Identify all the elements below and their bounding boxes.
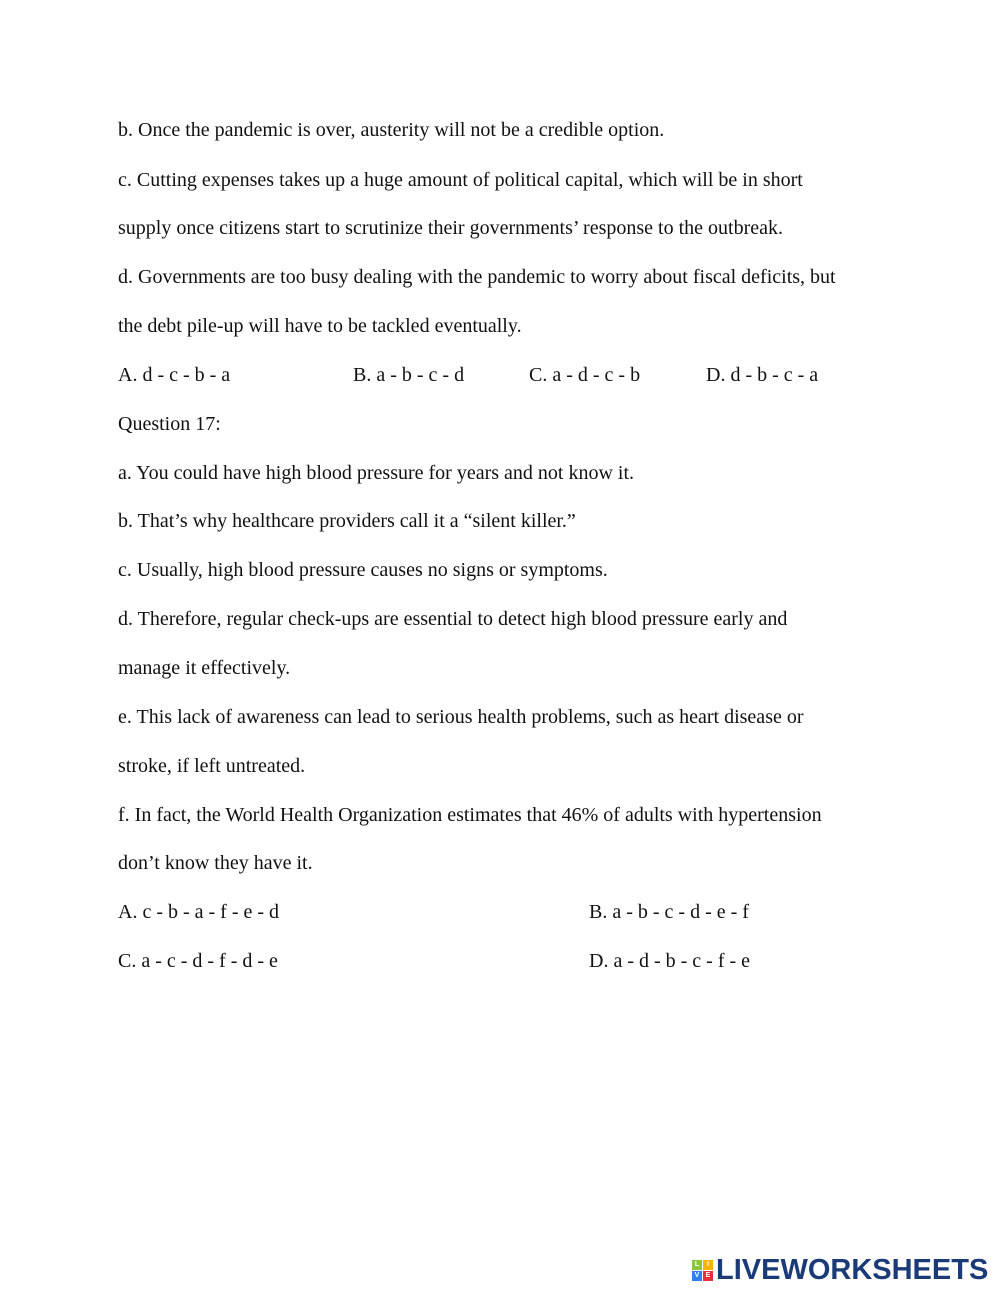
- q16-option-d[interactable]: D. d - b - c - a: [706, 364, 819, 386]
- tile-l: L: [692, 1260, 702, 1270]
- q17-item-e-cont: stroke, if left untreated.: [118, 755, 306, 777]
- q17-title: Question 17:: [118, 413, 221, 435]
- q16-item-d-cont: the debt pile-up will have to be tackled eventually.: [118, 315, 522, 337]
- q16-item-c: c. Cutting expenses takes up a huge amount of political capital, which will be in short: [118, 169, 803, 191]
- liveworksheets-logo: [692, 1254, 988, 1287]
- q17-item-d-cont: manage it effectively.: [118, 657, 291, 679]
- q17-item-b: b. That’s why healthcare providers call it a “silent killer.”: [118, 510, 576, 532]
- q16-option-c[interactable]: C. a - d - c - b: [529, 364, 641, 386]
- q17-option-d[interactable]: D. a - d - b - c - f - e: [589, 950, 751, 972]
- q17-item-e: e. This lack of awareness can lead to serious health problems, such as heart disease or: [118, 706, 804, 728]
- q17-item-d: d. Therefore, regular check-ups are essential to detect high blood pressure early and: [118, 608, 788, 630]
- q17-option-c[interactable]: C. a - c - d - f - d - e: [118, 950, 278, 972]
- tile-i: I: [703, 1260, 713, 1270]
- q16-item-d: d. Governments are too busy dealing with the pandemic to worry about fiscal deficits, but: [118, 266, 836, 288]
- q17-item-f: f. In fact, the World Health Organization estimates that 46% of adults with hypertension: [118, 804, 822, 826]
- q17-option-a[interactable]: A. c - b - a - f - e - d: [118, 901, 280, 923]
- q16-item-b: b. Once the pandemic is over, austerity will not be a credible option.: [118, 119, 665, 141]
- q17-option-b[interactable]: B. a - b - c - d - e - f: [589, 901, 749, 923]
- q17-item-a: a. You could have high blood pressure for years and not know it.: [118, 462, 635, 484]
- q16-option-b[interactable]: B. a - b - c - d: [353, 364, 465, 386]
- logo-wordmark: LIVEWORKSHEETS: [716, 1254, 989, 1286]
- q17-item-f-cont: don’t know they have it.: [118, 852, 313, 874]
- tile-e: E: [703, 1271, 713, 1281]
- live-tiles-icon: [692, 1260, 713, 1281]
- q16-option-a[interactable]: A. d - c - b - a: [118, 364, 231, 386]
- q16-item-c-cont: supply once citizens start to scrutinize their governments’ response to the outbreak.: [118, 217, 783, 239]
- tile-v: V: [692, 1271, 702, 1281]
- q17-item-c: c. Usually, high blood pressure causes no signs or symptoms.: [118, 559, 608, 581]
